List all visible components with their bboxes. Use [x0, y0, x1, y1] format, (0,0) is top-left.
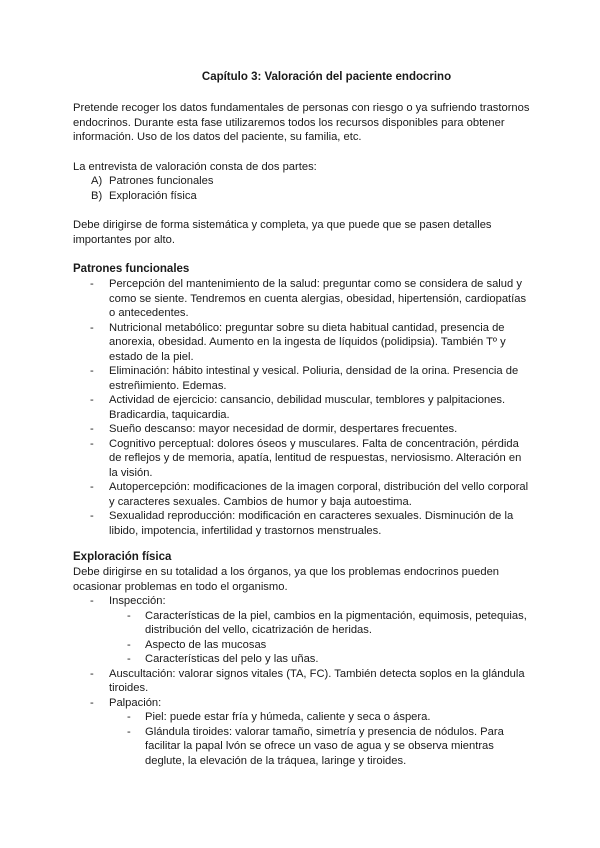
intro-paragraph: Pretende recoger los datos fundamentales de personas con riesgo o ya sufriendo trastornos endocrinos. Durante esta fase utilizaremos todos los recursos disponibles para obtener información. Uso de los datos del paciente, su familia, etc. [73, 102, 530, 143]
patrones-list [73, 277, 530, 538]
list-item [91, 174, 530, 189]
list-item: - Autopercepción: modificaciones de la imagen corporal, distribución del vello corporal y caracteres sexuales. Cambios de humor y baja autoestima. [90, 481, 529, 508]
list-item: - Características del pelo y las uñas. [127, 653, 319, 665]
list-item: - Sexualidad reproducción: modificación en caracteres sexuales. Disminución de la libido, impotencia, infertilidad y trastornos menstruales. [90, 510, 514, 537]
list-item: - Palpación: - Piel: puede estar fría y húmeda, caliente y seca o áspera. - Glándula tiroides: valorar tamaño, simetría y presencia de nódulos. Para facilitar la papal lvón se ofrece un vaso de agua y se observa mientras deglute, la elevación de la tráquea, laringe y tiroides. [73, 696, 530, 769]
list-text: Patrones funcionales [109, 175, 214, 187]
list-item: - Cognitivo perceptual: dolores óseos y musculares. Falta de concentración, pérdida de reflejos y de memoria, apatía, lentitud de respuestas, nerviosismo. Alteración en la visión. [90, 437, 522, 479]
list-item: - Actividad de ejercicio: cansancio, debilidad muscular, temblores y palpitaciones. Bradicardia, taquicardia. [90, 394, 506, 421]
inspeccion-sublist [109, 609, 530, 667]
list-marker: A) [91, 175, 103, 187]
palpacion-label: Palpación: [109, 696, 162, 709]
list-text: Exploración física [109, 189, 197, 202]
section-heading-patrones: Patrones funcionales [73, 263, 190, 275]
list-item: - Percepción del mantenimiento de la salud: preguntar como se considera de salud y como se siente. Tendremos en cuenta alergias, obesidad, hipertensión, cardiopatías o antecedentes. [90, 278, 527, 319]
list-item: - Aspecto de las mucosas [127, 638, 267, 651]
exploracion-list [73, 594, 530, 768]
list-marker: B) [91, 189, 103, 202]
list-item: - Características de la piel, cambios en la pigmentación, equimosis, petequias, distribución del vello, cicatrización de heridas. [127, 609, 527, 636]
list-item: - Glándula tiroides: valorar tamaño, simetría y presencia de nódulos. Para facilitar la papal lvón se ofrece un vaso de agua y se observa mientras deglute, la elevación de la tráquea, laringe y tiroides. [127, 725, 504, 767]
list-item: - Sueño descanso: mayor necesidad de dormir, despertares frecuentes. [90, 423, 458, 435]
chapter-title: Capítulo 3: Valoración del paciente endocrino [201, 71, 452, 83]
list-item: - Eliminación: hábito intestinal y vesical. Poliuria, densidad de la orina. Presencia de estreñimiento. Edemas. [90, 365, 519, 392]
list-item: - Nutricional metabólico: preguntar sobre su dieta habitual cantidad, presencia de anorexia, obesidad. Aumento en la ingesta de líquidos (polidipsia). También Tº y estado de la piel. [90, 321, 506, 363]
exploracion-paragraph: Debe dirigirse en su totalidad a los órganos, ya que los problemas endocrinos pueden ocasionar problemas en todo el organismo. [73, 566, 500, 593]
list-item [91, 189, 530, 204]
interview-parts-list [73, 174, 530, 203]
section-heading-exploracion: Exploración física [73, 551, 172, 563]
list-item: - Inspección: - Características de la piel, cambios en la pigmentación, equimosis, petequias, distribución del vello, cicatrización de heridas. - Aspecto de las mucosas - Características del pelo y las uñas. [73, 594, 530, 667]
list-item: - Auscultación: valorar signos vitales (TA, FC). También detecta soplos en la glándula tiroides. [73, 667, 530, 696]
list-item: - Piel: puede estar fría y húmeda, caliente y seca o áspera. [127, 711, 431, 723]
inspeccion-label: Inspección: [109, 595, 166, 607]
systematic-paragraph: Debe dirigirse de forma sistemática y completa, ya que puede que se pasen detalles importantes por alto. [73, 219, 492, 246]
interview-paragraph: La entrevista de valoración consta de dos partes: [73, 160, 317, 173]
auscultacion-text: Auscultación: valorar signos vitales (TA, FC). También detecta soplos en la glándula tiroides. [109, 667, 525, 694]
palpacion-sublist [109, 710, 530, 768]
